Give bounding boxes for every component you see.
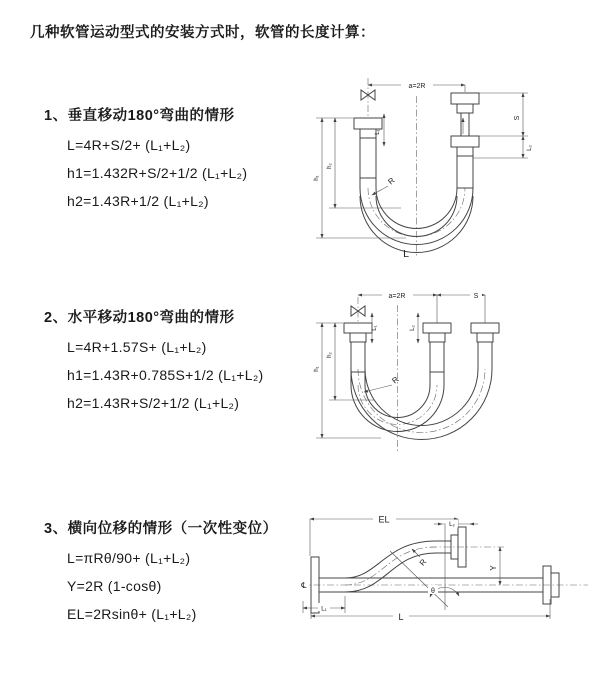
section-3-formula-Y: Y=2R (1-cosθ) xyxy=(67,578,162,594)
section-1-formula-h1: h1=1.432R+S/2+1/2 (L₁+L₂) xyxy=(67,165,248,181)
dim-label-S: S xyxy=(473,293,479,300)
dimension-L2 xyxy=(434,520,478,529)
dim-label-EL: EL xyxy=(378,514,390,525)
dimension-L1 xyxy=(303,596,345,613)
dimension-Y xyxy=(489,547,500,585)
dim-label-h2: h₂ xyxy=(326,163,333,169)
centerlines xyxy=(358,297,485,453)
left-pipe-flange xyxy=(344,323,372,342)
section-2-formula-h2: h2=1.43R+S/2+1/2 (L₁+L₂) xyxy=(67,395,240,411)
dimension-a-2R xyxy=(368,80,465,92)
dimension-S xyxy=(437,291,485,324)
dim-label-R: R xyxy=(417,557,429,568)
dim-label-theta: θ xyxy=(431,588,435,595)
dim-label-L1: L₁ xyxy=(374,129,381,135)
section-2-formula-h1: h1=1.43R+0.785S+1/2 (L₁+L₂) xyxy=(67,367,264,383)
section-3-heading: 3、横向位移的情形（一次性变位） xyxy=(44,521,278,537)
dim-label-L2: L₂ xyxy=(526,145,533,151)
dimension-h2 xyxy=(326,118,401,208)
section-3-formula-EL: EL=2Rsinθ+ (L₁+L₂) xyxy=(67,606,197,622)
section-1-heading: 1、垂直移动180°弯曲的情形 xyxy=(44,108,235,124)
centerline-symbol: ℄ xyxy=(301,581,307,590)
diagram-horizontal-180-bend xyxy=(306,281,593,469)
section-2-heading: 2、水平移动180°弯曲的情形 xyxy=(44,310,235,326)
braided-hose-left xyxy=(351,342,365,372)
u-bend-hose-moved xyxy=(351,369,492,440)
dim-label-L1: L₁ xyxy=(371,325,378,331)
dim-label-L-total: L xyxy=(398,612,404,622)
dimension-L xyxy=(311,599,550,622)
radius-callout xyxy=(364,375,401,392)
dimension-h1 xyxy=(313,323,381,438)
dimension-L1 xyxy=(371,313,378,343)
dim-label-S: S xyxy=(514,115,521,121)
dim-label-a2r: a=2R xyxy=(408,83,426,90)
braided-hose-middle xyxy=(430,342,444,372)
section-lateral-displacement xyxy=(44,517,278,622)
section-horizontal-180 xyxy=(44,306,264,411)
right-pipe-flanges xyxy=(451,93,479,156)
dim-label-h1: h₁ xyxy=(313,366,320,372)
dim-label-Y: Y xyxy=(489,565,498,571)
braided-hose-left xyxy=(360,138,376,178)
section-2-formula-L: L=4R+1.57S+ (L₁+L₂) xyxy=(67,339,207,355)
centerlines xyxy=(368,78,465,258)
dimension-EL xyxy=(310,514,458,557)
dimension-L2 xyxy=(473,136,533,158)
braided-hose-right xyxy=(457,156,473,188)
dim-label-L-total: L xyxy=(403,248,409,260)
dim-label-R: R xyxy=(390,374,401,386)
dimension-L2 xyxy=(409,313,418,343)
dim-label-L2: L₂ xyxy=(449,521,455,528)
radius-callout xyxy=(412,549,429,567)
section-1-formula-h2: h2=1.43R+1/2 (L₁+L₂) xyxy=(67,193,209,209)
dimension-S xyxy=(479,93,528,136)
dim-label-R: R xyxy=(386,175,397,187)
dim-label-L1: L₁ xyxy=(321,605,327,613)
diagram-lateral-displacement xyxy=(296,503,593,653)
construction-lines xyxy=(390,525,448,610)
page-title: 几种软管运动型式的安装方式时，软管的长度计算： xyxy=(30,25,375,41)
angle-theta xyxy=(428,585,459,597)
dim-label-h2: h₂ xyxy=(326,352,333,358)
section-vertical-180 xyxy=(44,104,247,209)
right-pipe-flange-moved xyxy=(471,323,499,369)
middle-pipe-flange xyxy=(423,323,451,342)
diagram-vertical-180-bend xyxy=(306,66,592,264)
section-1-formula-L: L=4R+S/2+ (L₁+L₂) xyxy=(67,137,191,153)
dim-label-a2r: a=2R xyxy=(388,293,406,300)
section-3-formula-L: L=πRθ/90+ (L₁+L₂) xyxy=(67,550,191,566)
centerline-mark xyxy=(298,578,309,590)
dim-label-L2: L₂ xyxy=(409,325,416,331)
dim-label-h1: h₁ xyxy=(313,175,320,181)
